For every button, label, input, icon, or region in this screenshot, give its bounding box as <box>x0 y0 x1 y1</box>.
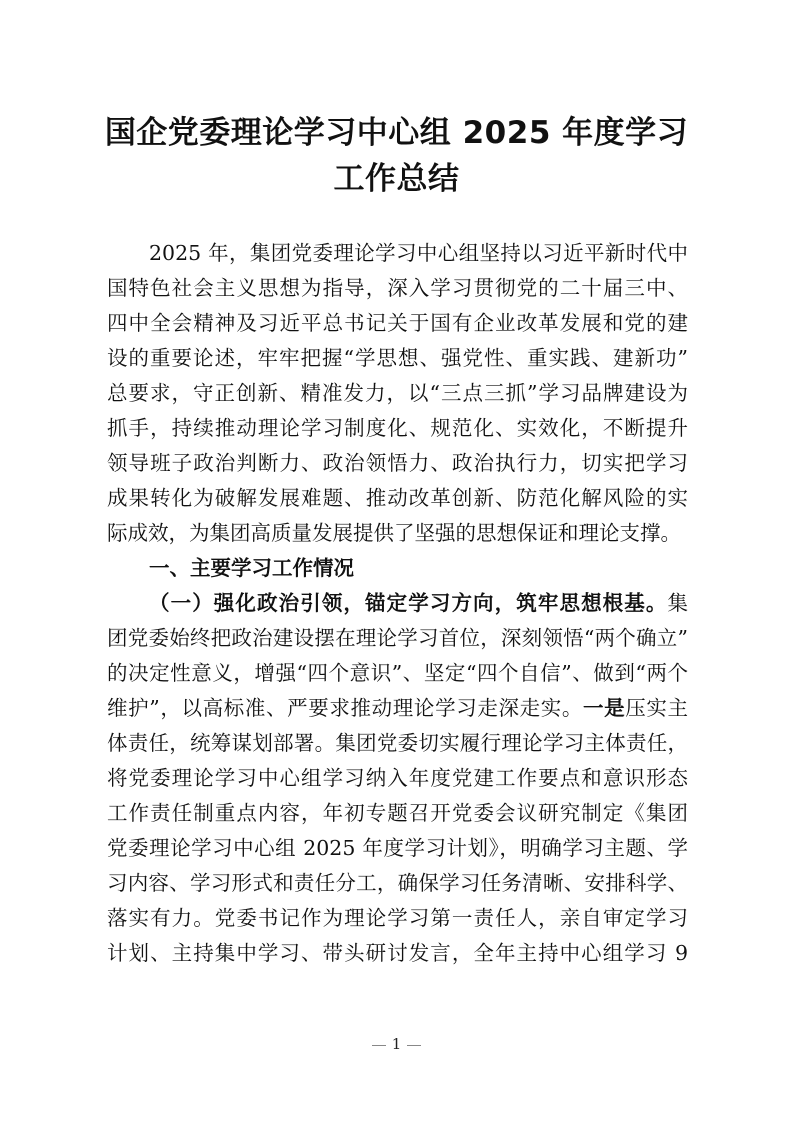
text-line: 计划、主持集中学习、带头研讨发言，全年主持中心组学习 9 <box>107 941 688 965</box>
text-line: 党委理论学习中心组 2025 年度学习计划》，明确学习主题、学 <box>107 836 688 860</box>
dash-left <box>372 1045 386 1046</box>
text-line: 国特色社会主义思想为指导，深入学习贯彻党的二十届三中、 <box>107 276 688 300</box>
document-body <box>107 236 688 971</box>
text-line: 团党委始终把政治建设摆在理论学习首位，深刻领悟“两个确立” <box>107 626 688 650</box>
title-line-2: 工作总结 <box>333 161 460 197</box>
text-line: 习内容、学习形式和责任分工，确保学习任务清晰、安排科学、 <box>107 871 688 895</box>
text-line: 2025 年，集团党委理论学习中心组坚持以习近平新时代中 <box>149 241 688 265</box>
text-line: 的决定性意义，增强“四个意识”、坚定“四个自信”、做到“两个 <box>107 661 688 685</box>
text-line: 体责任，统筹谋划部署。集团党委切实履行理论学习主体责任， <box>107 731 688 755</box>
text-line: 总要求，守正创新、精准发力，以“三点三抓”学习品牌建设为 <box>107 381 688 405</box>
document-title <box>100 110 693 202</box>
subsection-heading-line <box>107 586 688 621</box>
point-marker: 一是 <box>582 696 626 720</box>
text-fragment: 压实主 <box>625 696 689 720</box>
subsection-heading: （一）强化政治引领，锚定学习方向，筑牢思想根基。 <box>149 591 668 615</box>
title-line-1: 国企党委理论学习中心组 2025 年度学习 <box>104 115 689 151</box>
subsection-1-paragraph <box>107 586 688 971</box>
text-fragment: 维护”，以高标准、严要求推动理论学习走深走实。 <box>107 696 583 720</box>
text-line: 际成效，为集团高质量发展提供了坚强的思想保证和理论支撑。 <box>107 521 681 545</box>
text-line: 将党委理论学习中心组学习纳入年度党建工作要点和意识形态 <box>107 766 688 790</box>
text-line: 抓手，持续推动理论学习制度化、规范化、实效化，不断提升 <box>107 416 688 440</box>
text-line: 落实有力。党委书记作为理论学习第一责任人，亲自审定学习 <box>107 906 688 930</box>
text-line: 领导班子政治判断力、政治领悟力、政治执行力，切实把学习 <box>107 451 688 475</box>
text-line: 成果转化为破解发展难题、推动改革创新、防范化解风险的实 <box>107 486 688 510</box>
intro-paragraph <box>107 236 688 551</box>
text-line: 四中全会精神及习近平总书记关于国有企业改革发展和党的建 <box>107 311 688 335</box>
dash-right <box>407 1045 421 1046</box>
text-fragment: 集 <box>667 591 688 615</box>
page-number: 1 <box>391 1035 402 1053</box>
text-line: 设的重要论述，牢牢把握“学思想、强党性、重实践、建新功” <box>107 346 688 370</box>
page-footer <box>0 1034 793 1054</box>
text-line: 工作责任制重点内容，年初专题召开党委会议研究制定《集团 <box>107 801 688 825</box>
text-line <box>107 691 688 726</box>
section-heading: 一、主要学习工作情况 <box>149 556 354 580</box>
